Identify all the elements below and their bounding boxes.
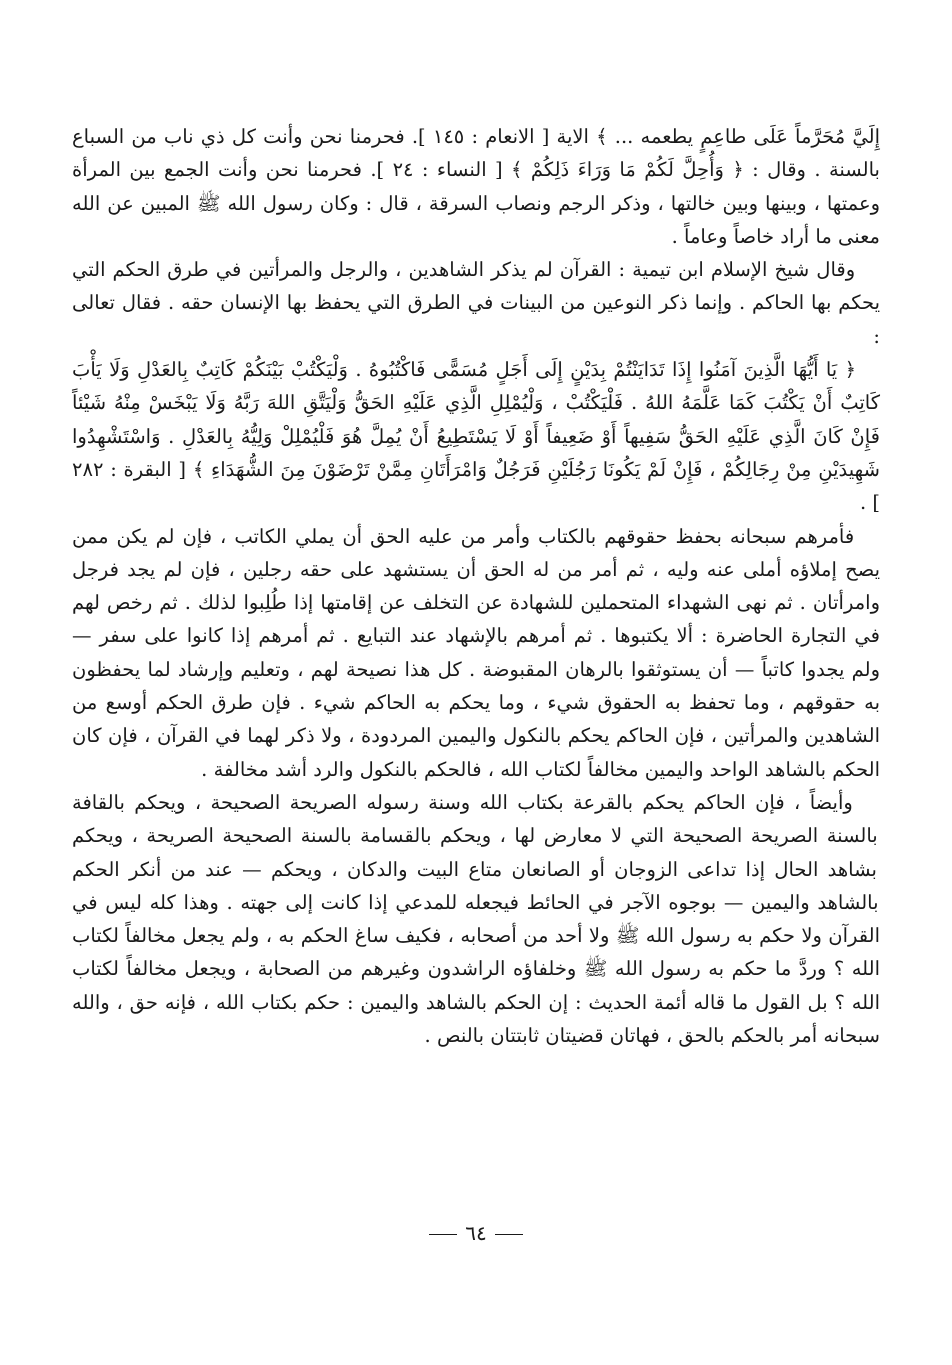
quran-verse [72,353,880,519]
line: وأيضاً ، فإن الحاكم يحكم بالقرعة بكتاب الله وسنة رسوله الصريحة الصحيحة ، ويحكم بالقافة [72,790,853,814]
line: القرآن ولا حكم به رسول الله ﷺ ولا أحد من أصحابه ، فكيف ساغ الحكم به ، ولم يجعل مخالفاً [118,924,880,948]
line: لكتاب الله ؟ وردَّ ما حكم به رسول الله ﷺ وخلفاؤه الراشدون وغيرهم من الصحابة ، ويجعل مخالفاً [72,924,880,981]
line: بشاهد الحال إذا تداعى الزوجان أو الصانعان متاع البيت والدكان ، ويحكم — عند من أنكر الحكم [72,857,877,881]
line: بالشاهد واليمين — بوجوه الآجر في الحائط فيجعله للمدعي إذا كانت إلى جهته . وهذا كله ليس في [72,890,879,914]
page-number: ٦٤ [465,1221,487,1245]
page-number-footer [0,1218,952,1248]
paragraph-1 [72,120,880,253]
paragraph-2 [72,253,880,353]
line: المبين عن الله معنى ما أراد خاصاً وعاماً . [72,191,880,248]
line: مِنْهُ شَيْئاً فَإِنْ كَانَ الَّذِي عَلَيْهِ الحَقُّ سَفِيهاً أَوْ ضَعِيفاً أَوْ لَا يَسْتَطِيعُ أَنْ يُمِلَّ هُوَ فَلْيُمْلِلْ وَلِيُّهُ بِالعَدْلِ . [72,391,880,448]
line: السباع بالسنة . وقال : ﴿ وَأُحِلَّ لَكُمْ مَا وَرَاءَ ذَلِكُمْ ﴾ [ النساء : ٢٤ ]. فحرمنا نحن وأنت الجمع [72,125,880,182]
line: إِلَيَّ مُحَرَّماً عَلَى طاعِمٍ يطعمه ... ﴾ الاية [ الانعام : ١٤٥ ]. فحرمنا نحن وأنت كل ذي ناب من [124,125,880,148]
dash-right [429,1234,457,1235]
line: وقال شيخ الإسلام ابن تيمية : القرآن لم يذكر الشاهدين ، والرجل والمرأتين في طرق الحكم التي [72,258,856,282]
line: حقوقهم ، وما تحفظ به الحقوق شيء ، وما يحكم به الحاكم شيء . فإن طرق الحكم أوسع من الشاهدين [72,691,880,748]
dash-left [495,1234,523,1235]
line: كاتباً — أن يستوثقوا بالرهان المقبوضة . كل هذا نصيحة لهم ، وتعليم وإرشاد لما يحفظون به [72,657,880,715]
line: بالسنة الصريحة الصحيحة التي لا معارض لها ، ويحكم بالقسامة بالسنة الصحيحة الصريحة ، ويحكم [72,824,878,848]
line: وَاسْتَشْهِدُوا شَهِيدَيْنِ مِنْ رِجَالِكُمْ ، فَإِنْ لَمْ يَكُونَا رَجُلَيْنِ فَرَجُلٌ وَامْرَأَتَانِ مِمَّنْ تَرْضَوْنَ مِنَ الشُّهَدَاءِ ﴾ [72,424,880,481]
line: حق ، والله سبحانه أمر بالحكم بالحق ، فهاتان قضيتان ثابتتان بالنص . [72,990,880,1048]
line: ثم نهى الشهداء المتحملين للشهادة عن التخلف عن إقامتها إذا طُلِبوا لذلك . ثم رخص لهم في التجارة [72,591,880,648]
line: ﴿ يَا أَيُّهَا الَّذِينَ آمَنُوا إِذَا تَدَايَنْتُمْ بِدَيْنٍ إِلَى أَجَلٍ مُسَمًّى فَاكْتُبُوهُ . وَلْيَكْتُبْ بَيْنَكُمْ كَاتِبٌ بِالعَدْلِ [129,358,856,382]
line: الحاضرة : ألا يكتبوها . ثم أمرهم بالإشهاد عند التبايع . ثم أمرهم إذا كانوا على سفر — ولم يجدوا [72,624,880,681]
verse-reference: [ البقرة : ٢٨٢ ] . [72,457,880,515]
line: الواحد واليمين مخالفاً لكتاب الله ، فالحكم بالنكول والرد أشد مخالفة . [201,757,759,781]
line: لكتاب الله ؟ بل القول ما قاله أئمة الحديث : إن الحكم بالشاهد واليمين : حكم بكتاب الله ، فإنه [72,957,880,1014]
line: وَلَا يَأْبَ كَاتِبٌ أَنْ يَكْتُبَ كَمَا عَلَّمَهُ اللهُ . فَلْيَكْتُبْ ، وَلْيُمْلِلِ الَّذِي عَلَيْهِ الحَقُّ وَلْيَتَّقِ اللهَ رَبَّهُ وَلَا يَبْخَسْ [72,358,880,415]
paragraph-5 [72,786,880,1052]
line: فأمرهم سبحانه بحفظ حقوقهم بالكتاب وأمر من عليه الحق أن يملي الكاتب ، فإن لم يكن ممن [72,524,855,548]
line: يصح إملاؤه أملى عنه وليه ، ثم أمر من له الحق أن يستشهد على حقه رجلين ، فإن لم يجد فرجل وامرأتان . [72,557,881,615]
paragraph-4 [72,520,880,786]
page-body [72,120,880,1052]
line: يحكم بها الحاكم . وإنما ذكر النوعين من البينات في الطرق التي يحفظ بها الإنسان حقه . فقال تعالى : [72,291,880,348]
line: بين المرأة وعمتها ، وبينها وبين خالتها ، وذكر الرجم ونصاب السرقة ، قال : وكان رسول الله ﷺ [72,158,881,215]
line: والمرأتين ، فإن الحاكم يحكم بالنكول واليمين المردودة ، ولا ذكر لهما في القرآن ، فإن كان الحكم بالشاهد [72,724,880,781]
